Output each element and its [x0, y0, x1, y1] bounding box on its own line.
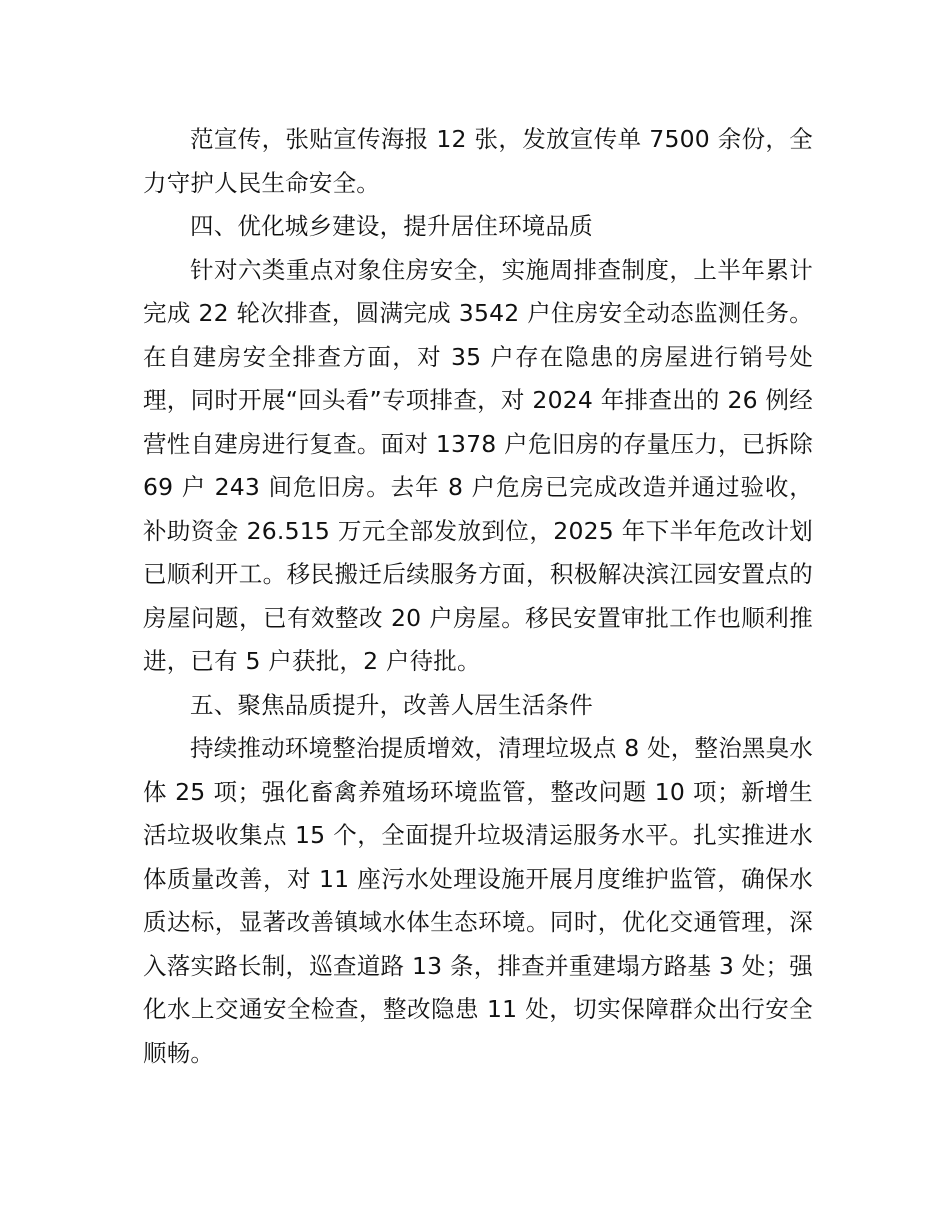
paragraph-environment: 持续推动环境整治提质增效，清理垃圾点 8 处，整治黑臭水体 25 项；强化畜禽养殖场环境监管，整改问题 10 项；新增生活垃圾收集点 15 个，全面提升垃圾清运服务水平。扎实推进水体质量改善，对 11 座污水处理设施开展月度维护监管，确保水质达标，显著改善镇域水体生态环境。同时，优化交通管理，深入落实路长制，巡查道路 13 条，排查并重建塌方路基 3 处；强化水上交通安全检查，整改隐患 11 处，切实保障群众出行安全顺畅。 [143, 734, 813, 1067]
section-heading-5: 五、聚焦品质提升，改善人居生活条件 [190, 690, 593, 719]
document-body [143, 118, 813, 1075]
section-heading-4: 四、优化城乡建设，提升居住环境品质 [190, 212, 593, 240]
paragraph-housing-safety: 针对六类重点对象住房安全，实施周排查制度，上半年累计完成 22 轮次排查，圆满完成 3542 户住房安全动态监测任务。在自建房安全排查方面，对 35 户存在隐患的房屋进行销号处理，同时开展“回头看”专项排查，对 2024 年排查出的 26 例经营性自建房进行复查。面对 1378 户危旧房的存量压力，已拆除 69 户 243 间危旧房。去年 8 户危房已完成改造并通过验收，补助资金 26.515 万元全部发放到位，2025 年下半年危改计划已顺利开工。移民搬迁后续服务方面，积极解决滨江园安置点的房屋问题，已有效整改 20 户房屋。移民安置审批工作也顺利推进，已有 5 户获批，2 户待批。 [143, 255, 813, 675]
paragraph-continuation: 范宣传，张贴宣传海报 12 张，发放宣传单 7500 余份，全力守护人民生命安全。 [143, 125, 813, 197]
